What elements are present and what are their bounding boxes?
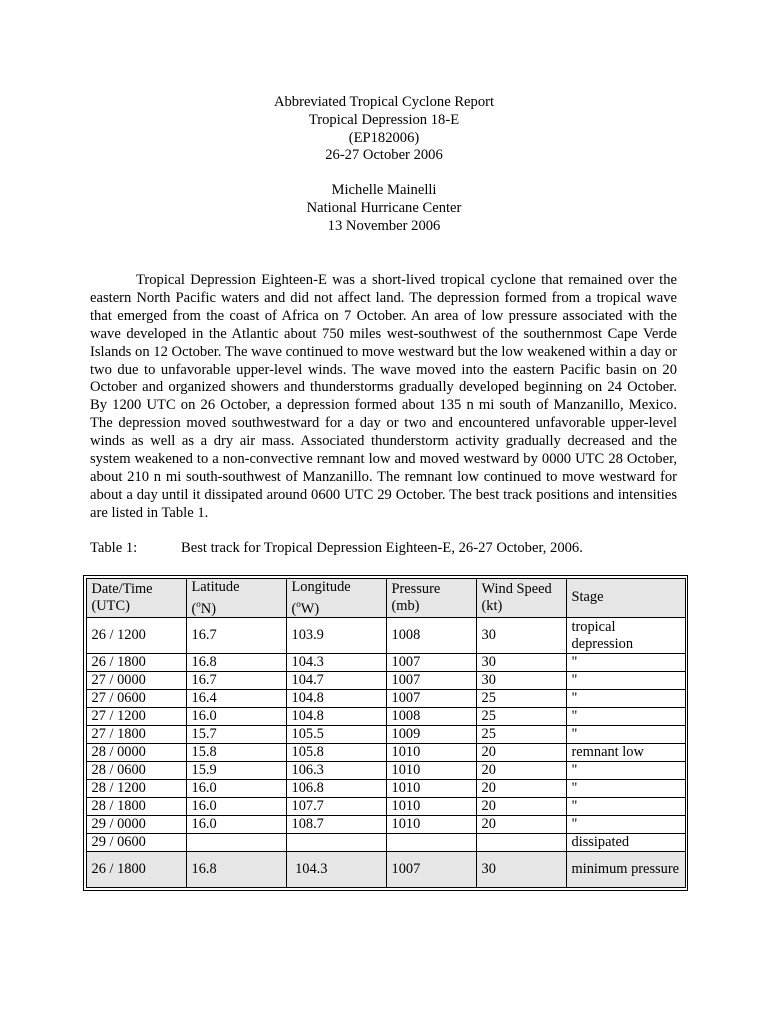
header-date-time: Date/Time (UTC) xyxy=(86,578,186,618)
cell-wind-speed: 20 xyxy=(476,744,566,762)
table-row xyxy=(86,762,685,780)
table-row xyxy=(86,726,685,744)
cell-wind-speed: 25 xyxy=(476,690,566,708)
cell-longitude: 107.7 xyxy=(286,798,386,816)
cell-date-time: 29 / 0600 xyxy=(86,834,186,852)
cell-pressure: 1007 xyxy=(386,672,476,690)
cell-wind-speed: 30 xyxy=(476,618,566,654)
table-row xyxy=(86,852,685,888)
cell-latitude: 15.7 xyxy=(186,726,286,744)
cell-pressure: 1010 xyxy=(386,798,476,816)
cell-longitude: 104.3 xyxy=(286,654,386,672)
table-row xyxy=(86,798,685,816)
cell-date-time: 29 / 0000 xyxy=(86,816,186,834)
cell-latitude: 16.0 xyxy=(186,798,286,816)
cell-pressure: 1009 xyxy=(386,726,476,744)
cell-longitude: 106.8 xyxy=(286,780,386,798)
table-row xyxy=(86,618,685,654)
cell-pressure: 1010 xyxy=(386,816,476,834)
report-date: 13 November 2006 xyxy=(327,217,441,234)
cell-latitude: 16.0 xyxy=(186,780,286,798)
table-row xyxy=(86,816,685,834)
table-caption-label: Table 1: xyxy=(90,540,138,556)
cell-stage: " xyxy=(566,816,685,834)
cell-stage: " xyxy=(566,798,685,816)
storm-name: Tropical Depression 18-E xyxy=(308,111,460,128)
cell-pressure: 1007 xyxy=(386,690,476,708)
cell-pressure: 1008 xyxy=(386,618,476,654)
cell-latitude: 15.8 xyxy=(186,744,286,762)
cell-longitude: 103.9 xyxy=(286,618,386,654)
cell-wind-speed: 30 xyxy=(476,672,566,690)
cell-date-time: 26 / 1800 xyxy=(86,852,186,888)
author-organization: National Hurricane Center xyxy=(306,199,462,216)
cell-longitude: 105.5 xyxy=(286,726,386,744)
table-body xyxy=(86,618,685,888)
cell-wind-speed: 25 xyxy=(476,726,566,744)
table-row xyxy=(86,672,685,690)
cell-stage: dissipated xyxy=(566,834,685,852)
header-latitude: Latitude ($^o$N) xyxy=(186,578,286,618)
cell-latitude: 15.9 xyxy=(186,762,286,780)
cell-stage: " xyxy=(566,672,685,690)
cell-stage: remnant low xyxy=(566,744,685,762)
storm-id: (EP182006) xyxy=(348,129,420,146)
cell-wind-speed: 20 xyxy=(476,816,566,834)
report-title: Abbreviated Tropical Cyclone Report xyxy=(273,94,495,110)
table-header-row xyxy=(86,578,685,618)
cell-stage: " xyxy=(566,726,685,744)
table-row xyxy=(86,780,685,798)
cell-longitude: 104.7 xyxy=(286,672,386,690)
table-row xyxy=(86,654,685,672)
cell-latitude: 16.8 xyxy=(186,852,286,888)
cell-wind-speed: 30 xyxy=(476,654,566,672)
synoptic-history-paragraph: Tropical Depression Eighteen-E was a short-lived tropical cyclone that remained over the eastern North Pacific waters and did not affect land. The depression formed from a tropical wave that emerged from the coast of Africa on 7 October. An area of low pressure associated with the wave developed in the Atlantic about 750 miles west-southwest of the southernmost Cape Verde Islands on 12 October. The wave continued to move westward but the low weakened within a day or two due to unfavorable upper-level winds. The wave moved into the eastern Pacific basin on 20 October and organized showers and thunderstorms gradually developed beginning on 24 October. By 1200 UTC on 26 October, a depression formed about 135 n mi south of Manzanillo, Mexico. The depression moved southwestward for a day or two and encountered unfavorable upper-level winds as well as a dry air mass. Associated thunderstorm activity gradually decreased and the system weakened to a non-convective remnant low and moved westward by 0000 UTC 28 October, about 210 n mi south-southwest of Manzanillo. The remnant low continued to move westward for about a day until it dissipated around 0600 UTC 29 October. The best track positions and intensities are listed in Table 1. xyxy=(90,272,677,521)
cell-date-time: 27 / 1200 xyxy=(86,708,186,726)
cell-longitude xyxy=(286,834,386,852)
cell-wind-speed: 30 xyxy=(476,852,566,888)
cell-pressure: 1010 xyxy=(386,744,476,762)
table-row xyxy=(86,708,685,726)
header-wind-speed: Wind Speed (kt) xyxy=(476,578,566,618)
cell-longitude: 106.3 xyxy=(286,762,386,780)
cell-date-time: 26 / 1200 xyxy=(86,618,186,654)
cell-latitude: 16.0 xyxy=(186,708,286,726)
cell-longitude: 108.7 xyxy=(286,816,386,834)
cell-date-time: 26 / 1800 xyxy=(86,654,186,672)
cell-latitude xyxy=(186,834,286,852)
cell-date-time: 28 / 1200 xyxy=(86,780,186,798)
cell-latitude: 16.0 xyxy=(186,816,286,834)
cell-pressure: 1007 xyxy=(386,852,476,888)
cell-latitude: 16.4 xyxy=(186,690,286,708)
storm-dates: 26-27 October 2006 xyxy=(325,147,443,164)
cell-date-time: 28 / 0600 xyxy=(86,762,186,780)
cell-stage: " xyxy=(566,780,685,798)
cell-longitude: 105.8 xyxy=(286,744,386,762)
cell-latitude: 16.8 xyxy=(186,654,286,672)
report-title-block xyxy=(0,94,768,165)
cell-stage: " xyxy=(566,762,685,780)
cell-pressure: 1008 xyxy=(386,708,476,726)
table-row xyxy=(86,834,685,852)
table-caption xyxy=(90,540,583,557)
header-pressure: Pressure (mb) xyxy=(386,578,476,618)
cell-stage: tropical depression xyxy=(566,618,685,654)
cell-date-time: 27 / 0600 xyxy=(86,690,186,708)
cell-stage: minimum pressure xyxy=(566,852,685,888)
author-block xyxy=(0,182,768,235)
cell-stage: " xyxy=(566,708,685,726)
cell-date-time: 27 / 0000 xyxy=(86,672,186,690)
cell-latitude: 16.7 xyxy=(186,618,286,654)
cell-date-time: 28 / 0000 xyxy=(86,744,186,762)
author-name: Michelle Mainelli xyxy=(331,182,437,198)
cell-pressure: 1010 xyxy=(386,780,476,798)
best-track-table-frame xyxy=(83,575,688,891)
cell-latitude: 16.7 xyxy=(186,672,286,690)
cell-stage: " xyxy=(566,654,685,672)
cell-longitude: 104.8 xyxy=(286,690,386,708)
cell-wind-speed xyxy=(476,834,566,852)
table-row xyxy=(86,690,685,708)
cell-wind-speed: 20 xyxy=(476,798,566,816)
table-row xyxy=(86,744,685,762)
cell-pressure: 1010 xyxy=(386,762,476,780)
cell-pressure xyxy=(386,834,476,852)
table-caption-text: Best track for Tropical Depression Eighteen-E, 26-27 October, 2006. xyxy=(181,540,583,556)
cell-longitude: 104.8 xyxy=(286,708,386,726)
cell-wind-speed: 20 xyxy=(476,762,566,780)
header-stage: Stage xyxy=(566,578,685,618)
cell-date-time: 28 / 1800 xyxy=(86,798,186,816)
cell-pressure: 1007 xyxy=(386,654,476,672)
cell-wind-speed: 20 xyxy=(476,780,566,798)
best-track-table xyxy=(86,578,686,889)
cell-longitude: 104.3 xyxy=(286,852,386,888)
cell-wind-speed: 25 xyxy=(476,708,566,726)
header-longitude: Longitude ($^o$W) xyxy=(286,578,386,618)
cell-stage: " xyxy=(566,690,685,708)
cell-date-time: 27 / 1800 xyxy=(86,726,186,744)
